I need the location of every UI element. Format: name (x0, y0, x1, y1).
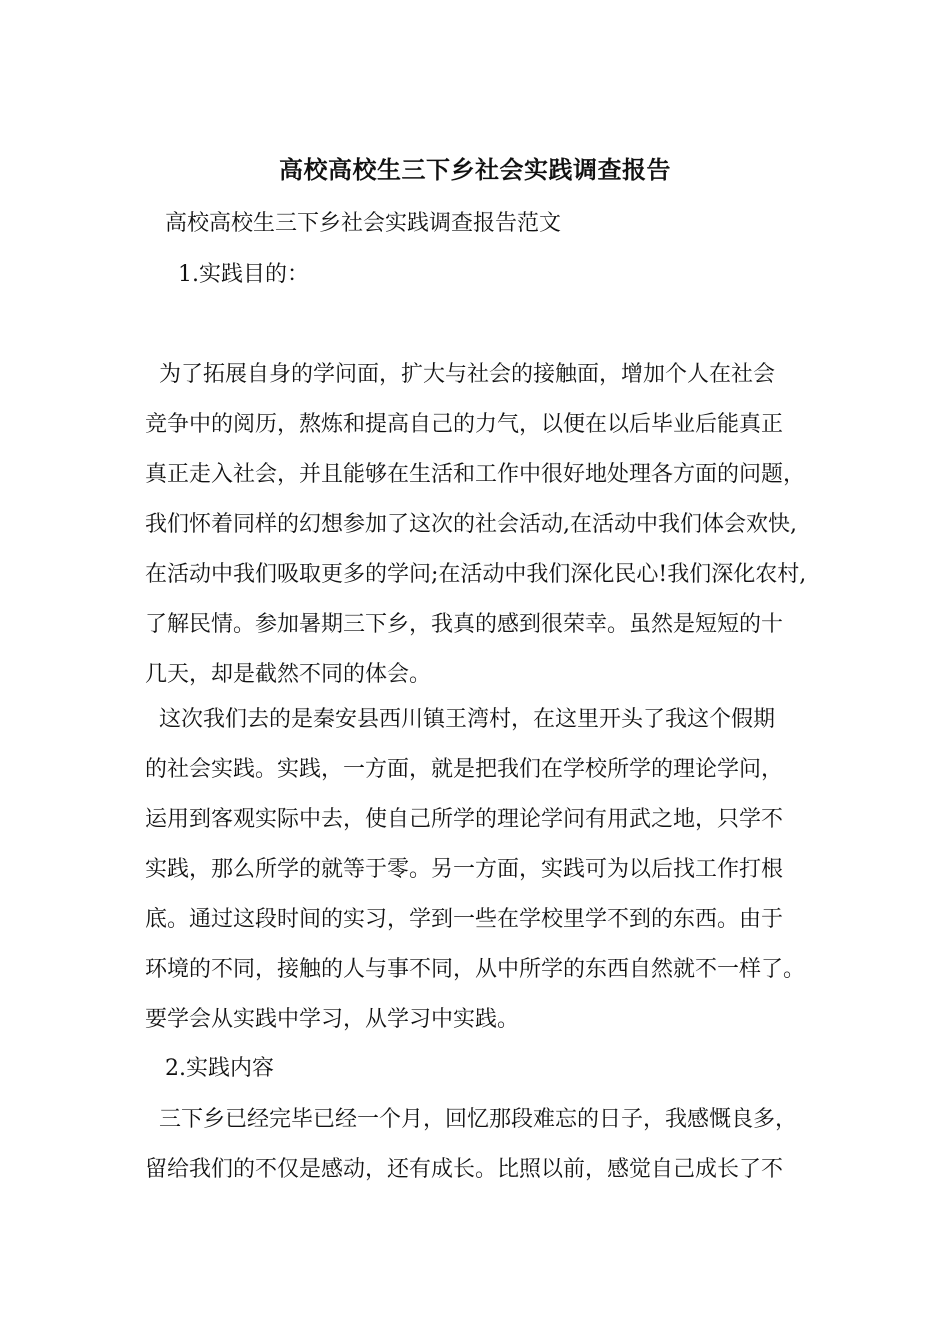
document-title: 高校高校生三下乡社会实践调查报告 (279, 155, 671, 184)
document-subtitle: 高校高校生三下乡社会实践调查报告范文 (165, 211, 562, 236)
paragraph-line: 这次我们去的是秦安县西川镇王湾村，在这里开头了我这个假期 (145, 707, 775, 732)
paragraph-line: 留给我们的不仅是感动，还有成长。比照以前，感觉自己成长了不 (145, 1157, 784, 1182)
paragraph-line: 真正走入社会，并且能够在生活和工作中很好地处理各方面的问题， (145, 462, 806, 487)
paragraph-location (145, 695, 810, 1045)
paragraph-line: 环境的不同，接触的人与事不同，从中所学的东西自然就不一样了。 (145, 957, 806, 982)
paragraph-line: 在活动中我们吸取更多的学问;在活动中我们深化民心!我们深化农村, (145, 562, 807, 587)
paragraph-line: 几天，却是截然不同的体会。 (145, 662, 432, 687)
paragraph-line: 三下乡已经完毕已经一个月，回忆那段难忘的日子，我感慨良多， (145, 1107, 797, 1132)
paragraph-line: 底。通过这段时间的实习，学到一些在学校里学不到的东西。由于 (145, 907, 784, 932)
paragraph-line: 实践，那么所学的就等于零。另一方面，实践可为以后找工作打根 (145, 857, 784, 882)
paragraph-line: 的社会实践。实践，一方面，就是把我们在学校所学的理论学问， (145, 757, 784, 782)
paragraph-purpose (145, 350, 810, 700)
paragraph-line: 运用到客观实际中去，使自己所学的理论学问有用武之地，只学不 (145, 807, 784, 832)
paragraph-line: 我们怀着同样的幻想参加了这次的社会活动,在活动中我们体会欢快, (145, 512, 797, 537)
paragraph-content (145, 1095, 810, 1195)
section-heading-purpose: 1.实践目的： (178, 262, 309, 287)
paragraph-line: 竞争中的阅历，熬炼和提高自己的力气，以便在以后毕业后能真正 (145, 412, 784, 437)
paragraph-line: 了解民情。参加暑期三下乡，我真的感到很荣幸。虽然是短短的十 (145, 612, 784, 637)
paragraph-line: 为了拓展自身的学问面，扩大与社会的接触面，增加个人在社会 (145, 362, 775, 387)
section-heading-content: 2.实践内容 (165, 1056, 274, 1081)
paragraph-line: 要学会从实践中学习，从学习中实践。 (145, 1007, 520, 1032)
